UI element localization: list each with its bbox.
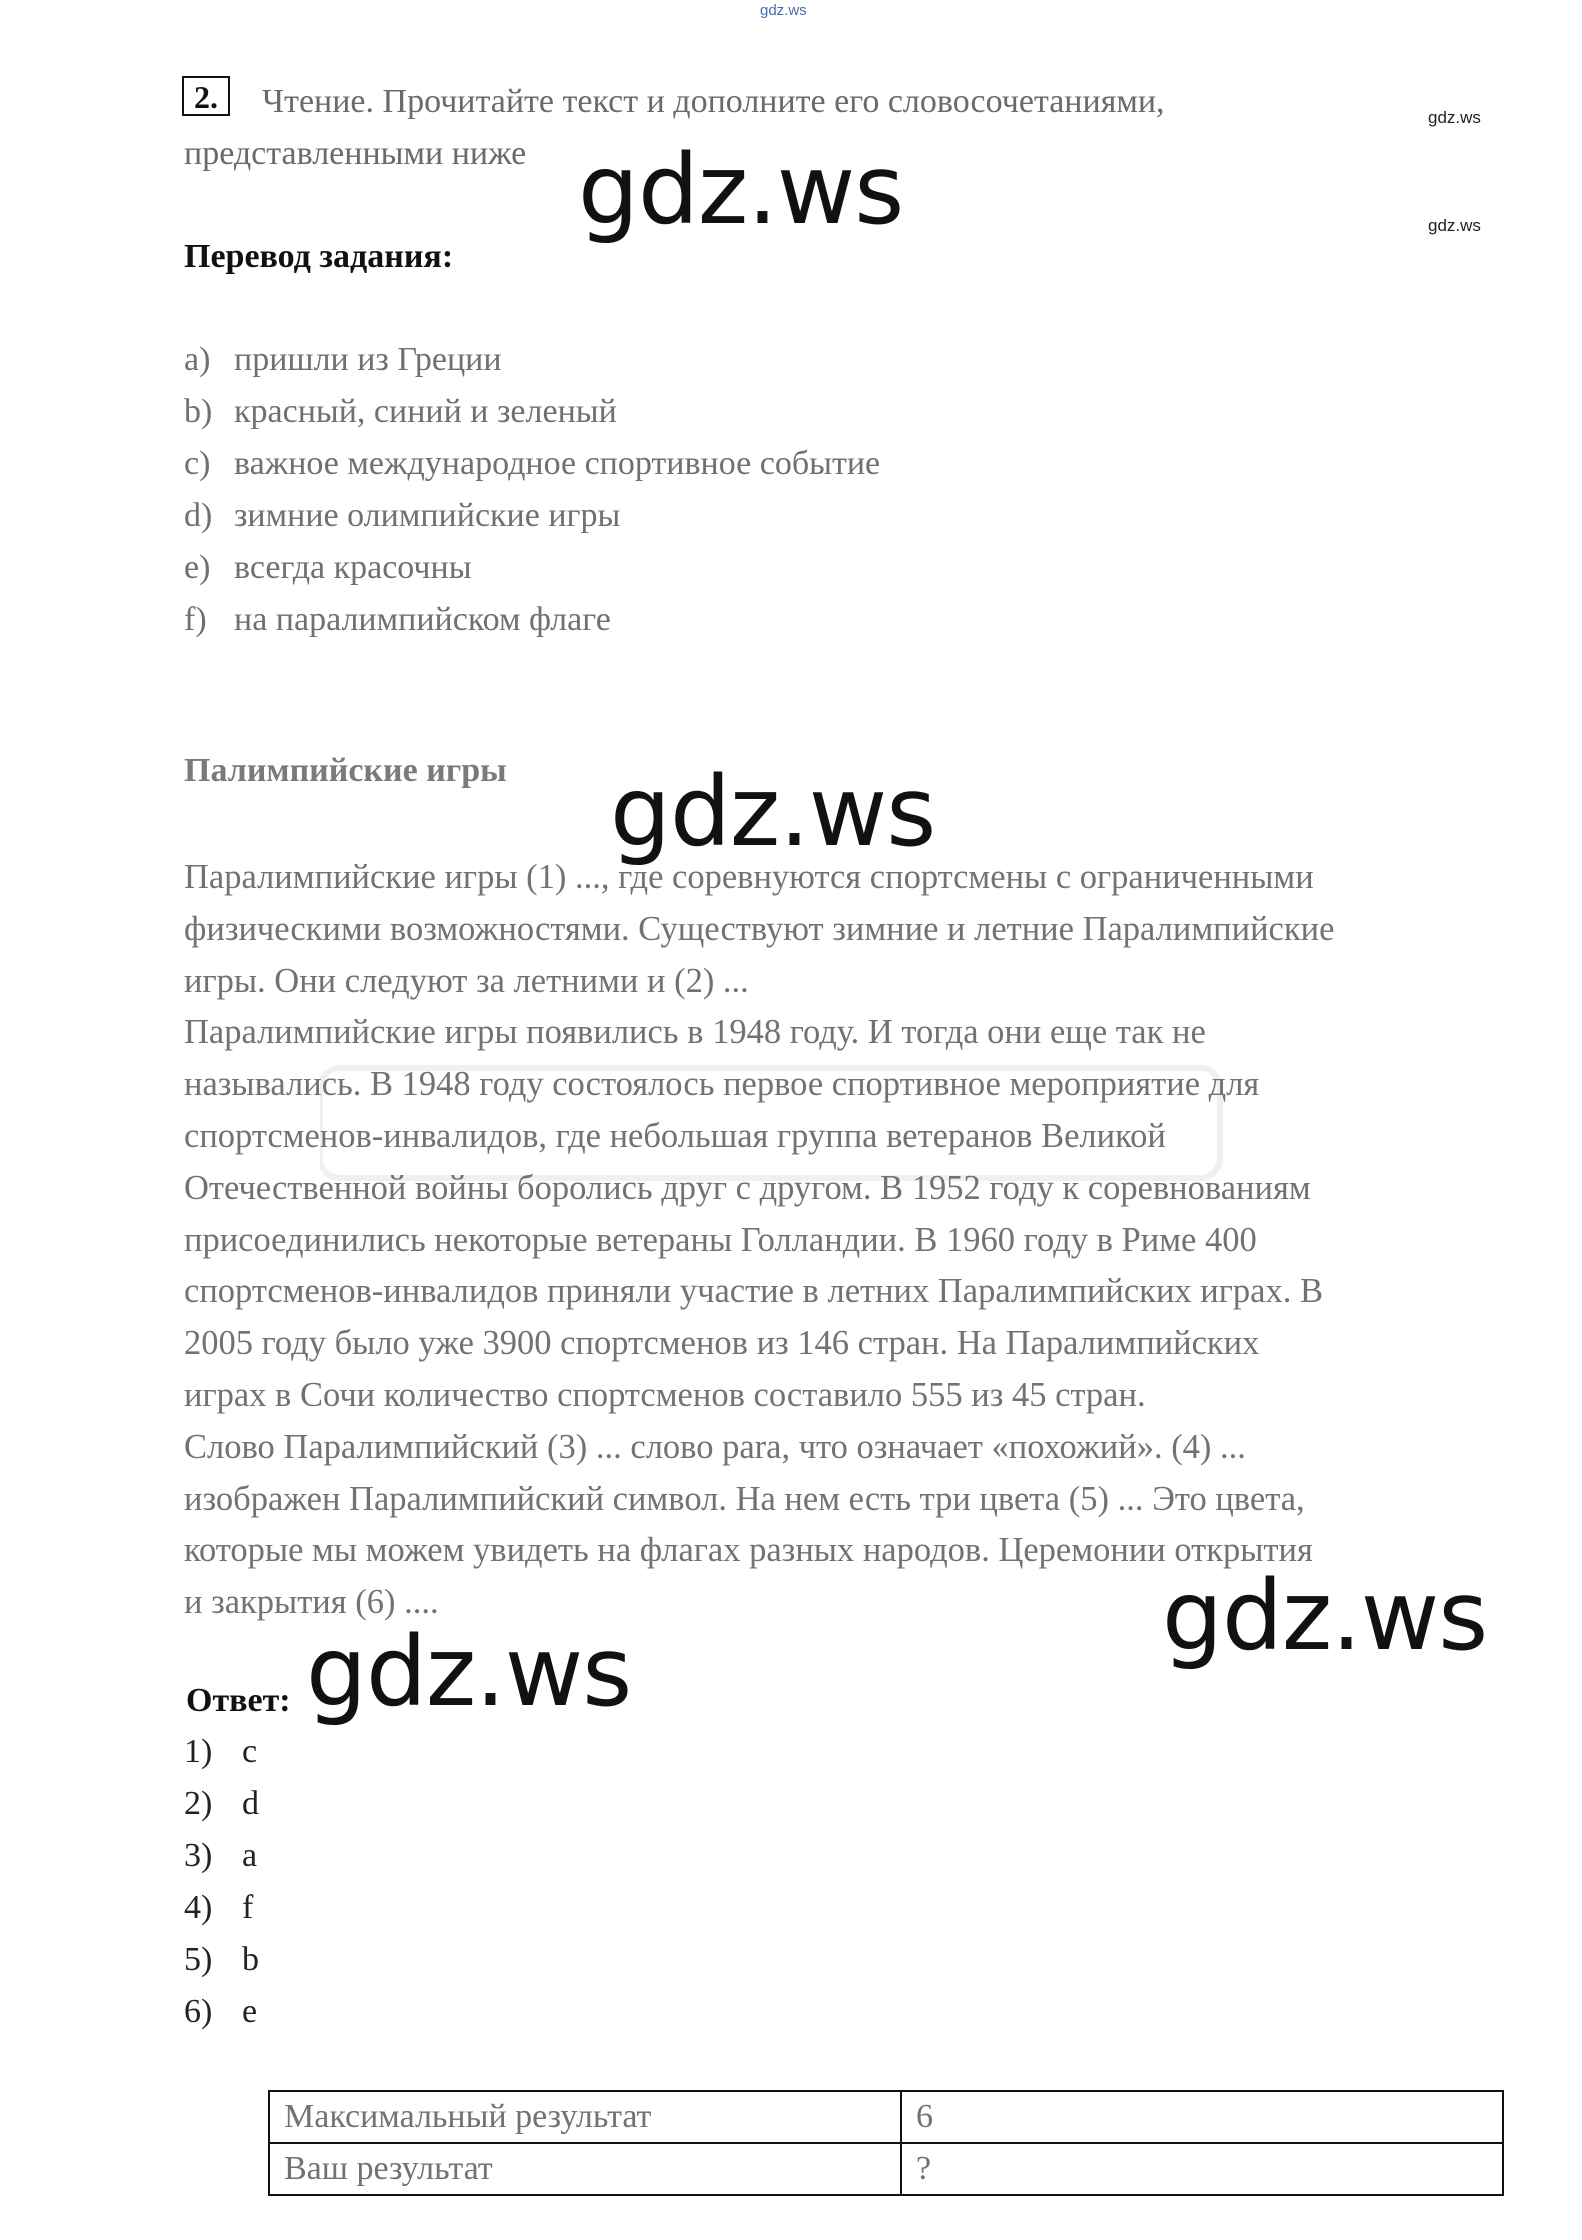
your-result-value: ? [901,2143,1503,2195]
option-text: всегда красочны [234,549,472,586]
answer-value: e [242,1993,258,2030]
article-line: изображен Паралимпийский символ. На нем есть три цвета (5) ... Это цвета, [184,1479,1305,1518]
article-line: которые мы можем увидеть на флагах разных народов. Церемонии открытия [184,1531,1313,1570]
max-result-value: 6 [901,2091,1503,2143]
article-line: присоединились некоторые ветераны Голландии. В 1960 году в Риме 400 [184,1220,1257,1259]
list-item [184,438,880,490]
article-line: Отечественной войны боролись друг с другом. В 1952 году к соревнованиям [184,1168,1311,1207]
option-marker: b) [184,393,213,430]
table-row [269,2143,1503,2195]
list-item [184,334,880,386]
answer-marker: 4) [184,1889,213,1926]
option-text: красный, синий и зеленый [234,393,617,430]
option-text: на паралимпийском флаге [234,601,611,638]
article-line: назывались. В 1948 году состоялось первое спортивное мероприятие для [184,1065,1260,1104]
list-item [184,490,880,542]
list-item [184,1882,259,1934]
task-number-box: 2. [182,76,230,116]
option-marker: d) [184,497,213,534]
article-line: играх в Сочи количество спортсменов составило 555 из 45 стран. [184,1375,1146,1414]
answer-value: f [242,1889,254,1926]
answer-value: c [242,1733,258,1770]
article-line: спортсменов-инвалидов приняли участие в летних Паралимпийских играх. В [184,1272,1323,1311]
list-item [184,1986,259,2038]
watermark-large: gdz.ws [306,1616,632,1728]
list-item [184,542,880,594]
answer-marker: 1) [184,1733,213,1770]
list-item [184,1778,259,1830]
article-line: Паралимпийские игры (1) ..., где соревнуются спортсмены с ограниченными [184,858,1314,896]
option-text: пришли из Греции [234,341,502,378]
answers-list [184,1726,259,2038]
answer-marker: 5) [184,1941,213,1978]
option-marker: c) [184,445,211,482]
list-item [184,594,880,646]
article-line: 2005 году было уже 3900 спортсменов из 146 стран. На Паралимпийских [184,1324,1260,1363]
option-marker: f) [184,601,207,638]
task-instruction: Чтение. Прочитайте текст и дополните его словосочетаниями, представленными ниже [184,83,1165,172]
your-result-label: Ваш результат [269,2143,901,2195]
watermark-small: gdz.ws [1428,108,1481,127]
translation-heading: Перевод задания: [184,238,454,275]
answer-value: a [242,1837,258,1874]
table-row [269,2091,1503,2143]
article-line: физическими возможностями. Существуют зимние и летние Паралимпийские [184,909,1335,948]
article-line: и закрытия (6) .... [184,1583,439,1622]
list-item [184,1934,259,1986]
answer-heading: Ответ: [186,1682,291,1719]
option-text: зимние олимпийские игры [234,497,621,534]
watermark-large: gdz.ws [1162,1560,1488,1672]
watermark-large: gdz.ws [578,134,904,246]
watermark-large: gdz.ws [610,756,936,868]
watermark-top: gdz.ws [760,2,807,19]
list-item [184,386,880,438]
list-item [184,1830,259,1882]
article-line: Паралимпийские игры появились в 1948 году. И тогда они еще так не [184,1013,1206,1052]
option-marker: a) [184,341,211,378]
result-table [268,2090,1504,2196]
watermark-small: gdz.ws [1428,216,1481,235]
article-line: спортсменов-инвалидов, где небольшая группа ветеранов Великой [184,1116,1166,1155]
answer-marker: 3) [184,1837,213,1874]
answer-marker: 2) [184,1785,213,1822]
article-line: игры. Они следуют за летними и (2) ... [184,961,749,1000]
option-marker: e) [184,549,211,586]
answer-value: d [242,1785,259,1822]
max-result-label: Максимальный результат [269,2091,901,2143]
article-title: Палимпийские игры [184,752,507,789]
article-line: Слово Паралимпийский (3) ... слово para, что означает «похожий». (4) ... [184,1427,1246,1466]
option-text: важное международное спортивное событие [234,445,881,482]
answer-value: b [242,1941,259,1978]
article-body [184,852,1514,1629]
list-item [184,1726,259,1778]
options-list [184,334,880,646]
answer-marker: 6) [184,1993,213,2030]
